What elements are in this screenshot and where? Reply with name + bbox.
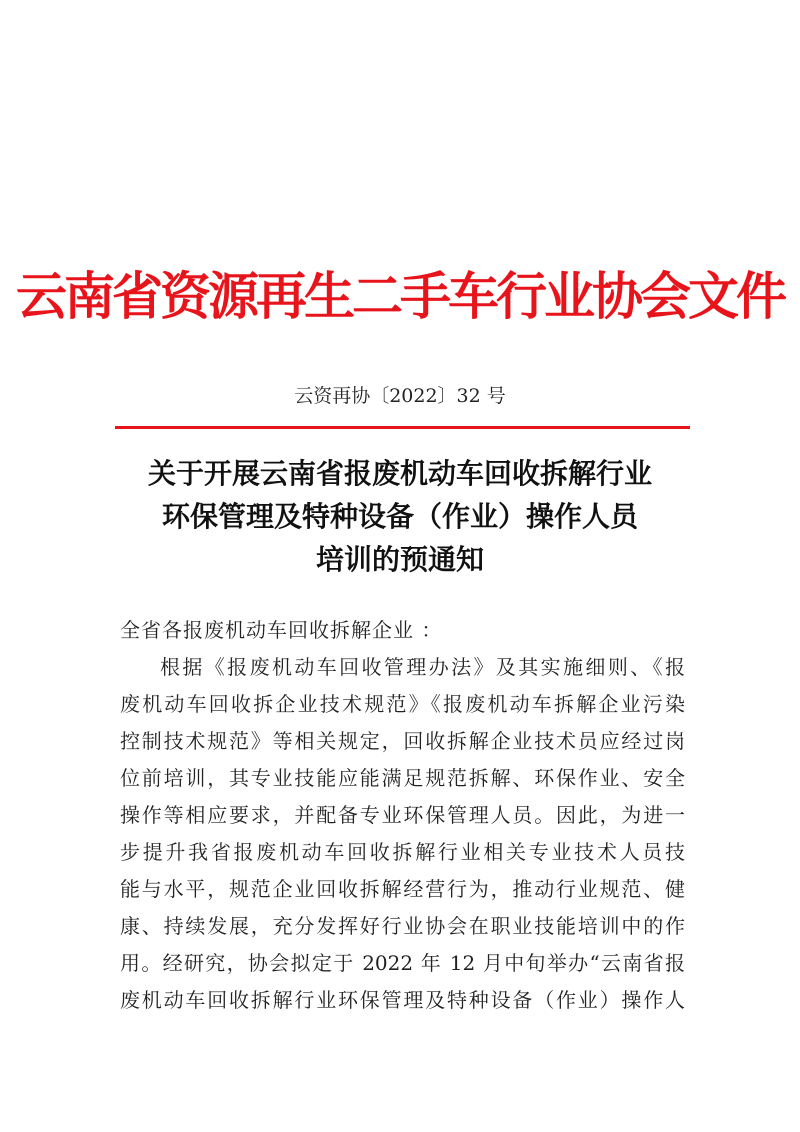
notice-title-line: 关于开展云南省报废机动车回收拆解行业 bbox=[147, 457, 652, 490]
notice-title-line: 培训的预通知 bbox=[315, 543, 484, 576]
paragraph-line: 根据《报废机动车回收管理办法》及其实施细则、《报 bbox=[160, 655, 685, 679]
paragraph-line: 废机动车回收拆企业技术规范》《报废机动车拆解企业污染 bbox=[120, 692, 685, 716]
body-text bbox=[120, 612, 700, 1019]
paragraph-line: 废机动车回收拆解行业环保管理及特种设备（作业）操作人 bbox=[120, 988, 685, 1012]
paragraph-line: 位前培训，其专业技能应能满足规范拆解、环保作业、安全 bbox=[120, 766, 685, 790]
notice-title-line: 环保管理及特种设备（作业）操作人员 bbox=[161, 500, 638, 533]
document-number: 云资再协〔2022〕32 号 bbox=[294, 385, 506, 407]
paragraph-line: 操作等相应要求，并配备专业环保管理人员。因此，为进一 bbox=[120, 803, 685, 827]
paragraph-line: 康、持续发展，充分发挥好行业协会在职业技能培训中的作 bbox=[120, 914, 685, 938]
masthead-title: 云南省资源再生二手车行业协会文件 bbox=[15, 267, 784, 327]
paragraph-line: 能与水平，规范企业回收拆解经营行为，推动行业规范、健 bbox=[120, 877, 685, 901]
salutation: 全省各报废机动车回收拆解企业 ： bbox=[120, 618, 443, 642]
paragraph-line: 用。经研究，协会拟定于 2022 年 12 月中旬举办“云南省报 bbox=[120, 951, 685, 975]
red-separator-line bbox=[115, 426, 690, 429]
notice-title bbox=[0, 452, 800, 581]
paragraph-line: 步提升我省报废机动车回收拆解行业相关专业技术人员技 bbox=[120, 840, 685, 864]
paragraph-line: 控制技术规范》等相关规定，回收拆解企业技术员应经过岗 bbox=[120, 729, 685, 753]
